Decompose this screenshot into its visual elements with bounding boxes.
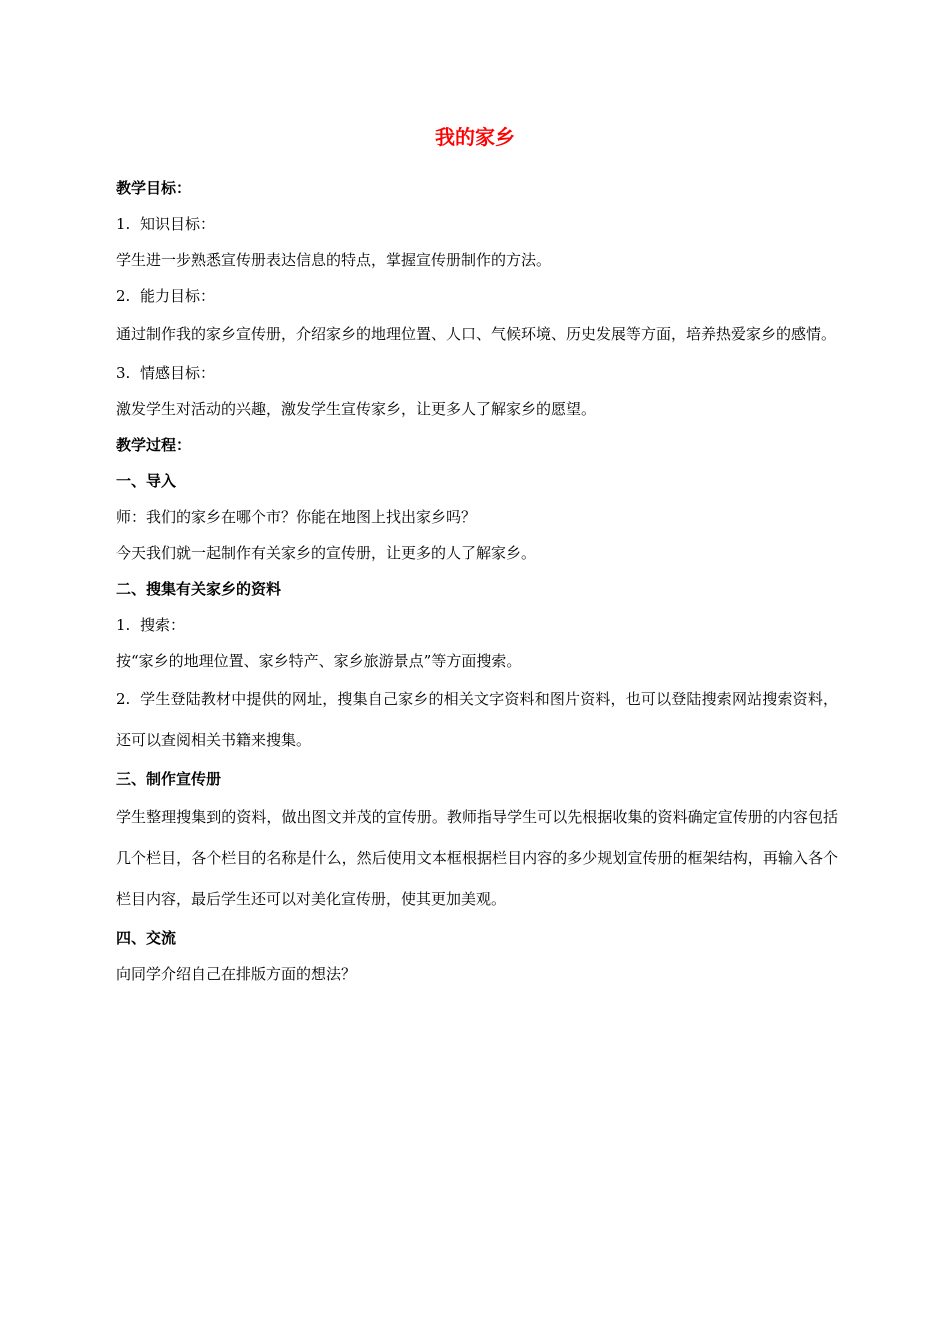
process-heading: 教学过程： (116, 436, 192, 454)
emotion-objective-label (116, 355, 838, 391)
section-collect-item-2-number: 2. (116, 690, 131, 708)
knowledge-objective-title: 知识目标： (140, 215, 216, 233)
section-collect-item-1-title: 搜索： (140, 616, 186, 634)
section-collect-heading: 二、搜集有关家乡的资料 (116, 580, 282, 598)
section-collect-item-1-text: 按“家乡的地理位置、家乡特产、家乡旅游景点”等方面搜索。 (116, 652, 522, 670)
emotion-objective-text: 激发学生对活动的兴趣，激发学生宣传家乡，让更多人了解家乡的愿望。 (116, 400, 597, 418)
section-collect-item-2 (116, 679, 838, 761)
knowledge-objective-text: 学生进一步熟悉宣传册表达信息的特点，掌握宣传册制作的方法。 (116, 251, 552, 269)
section-collect-item-1-label (116, 607, 838, 643)
section-intro-heading: 一、导入 (116, 472, 177, 490)
ability-objective-title: 能力目标： (140, 287, 216, 305)
section-intro-line-1: 师：我们的家乡在哪个市？你能在地图上找出家乡吗？ (116, 508, 477, 526)
document-title: 我的家乡 (435, 125, 515, 149)
ability-objective-number: 2. (116, 287, 131, 305)
section-share-heading: 四、交流 (116, 929, 177, 947)
ability-objective-text: 通过制作我的家乡宣传册，介绍家乡的地理位置、人口、气候环境、历史发展等方面，培养热爱家乡的感情。 (116, 325, 837, 343)
section-collect-item-1-number: 1. (116, 616, 131, 634)
emotion-objective-title: 情感目标： (140, 364, 216, 382)
section-intro-line-2: 今天我们就一起制作有关家乡的宣传册，让更多的人了解家乡。 (116, 544, 537, 562)
objectives-heading: 教学目标： (116, 179, 192, 197)
knowledge-objective-label (116, 206, 838, 242)
ability-objective-label (116, 278, 838, 314)
section-share-text: 向同学介绍自己在排版方面的想法？ (116, 965, 357, 983)
section-make-text: 学生整理搜集到的资料，做出图文并茂的宣传册。教师指导学生可以先根据收集的资料确定宣传册的内容包括几个栏目，各个栏目的名称是什么，然后使用文本框根据栏目内容的多少规划宣传册的框架结构，再输入各个栏目内容，最后学生还可以对美化宣传册，使其更加美观。 (116, 808, 838, 908)
section-make-heading: 三、制作宣传册 (116, 770, 222, 788)
knowledge-objective-number: 1. (116, 215, 131, 233)
section-collect-item-2-text: 学生登陆教材中提供的网址，搜集自己家乡的相关文字资料和图片资料，也可以登陆搜索网站搜索资料，还可以查阅相关书籍来搜集。 (116, 690, 838, 749)
document-body (116, 170, 838, 992)
emotion-objective-number: 3. (116, 364, 131, 382)
